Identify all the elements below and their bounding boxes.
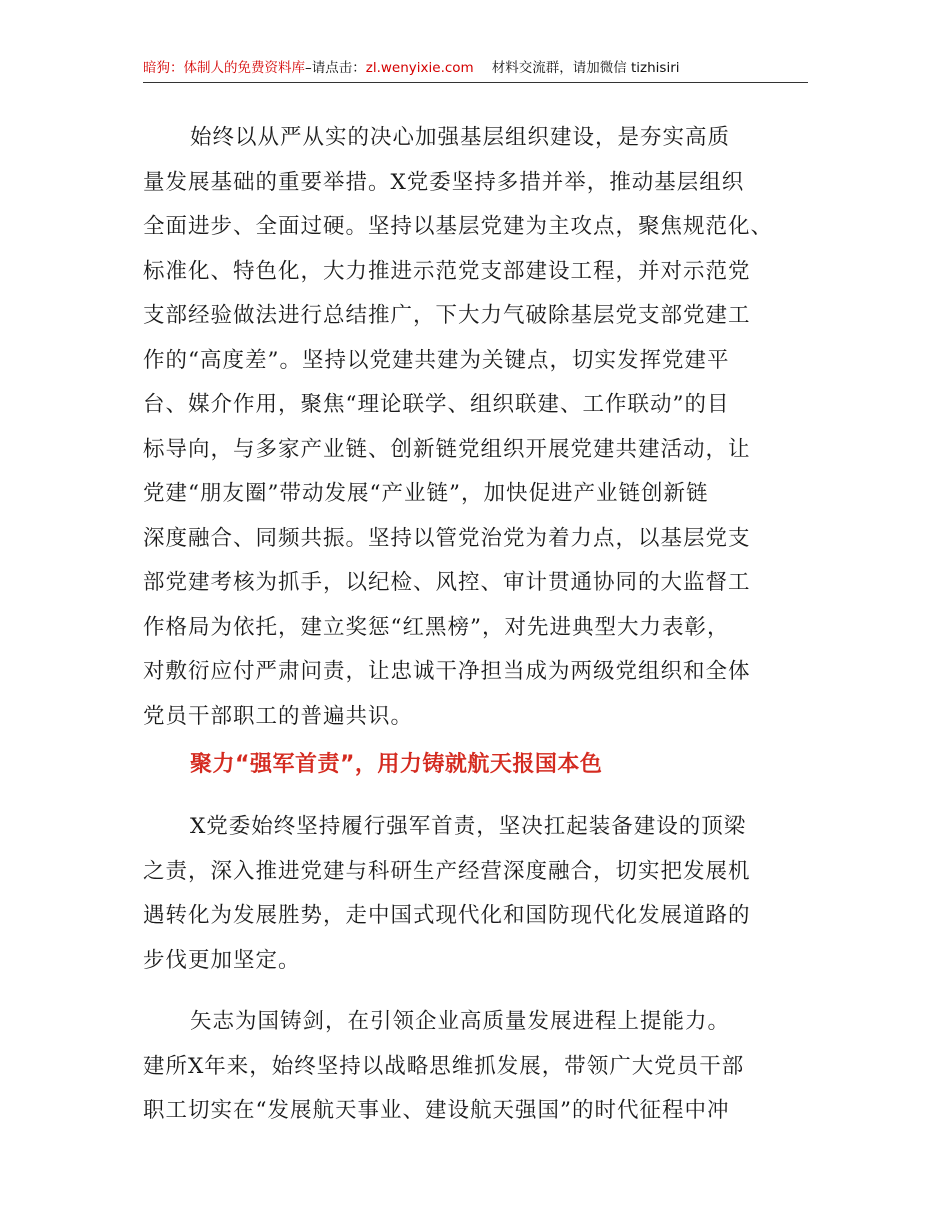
paragraph-3	[143, 1000, 813, 1134]
paragraph-line: 矢志为国铸剑，在引领企业高质量发展进程上提能力。	[190, 1009, 731, 1034]
paragraph-line: 深度融合、同频共振。坚持以管党治党为着力点，以基层党支	[143, 525, 751, 551]
header-group-text: 材料交流群，请加微信 tizhisiri	[491, 60, 680, 76]
paragraph-line: 标准化、特色化，大力推进示范党支部建设工程，并对示范党	[143, 258, 751, 284]
paragraph-line: 对敷衍应付严肃问责，让忠诚干净担当成为两级党组织和全体	[143, 659, 751, 684]
paragraph-line: X党委始终坚持履行强军首责，坚决扛起装备建设的顶梁	[190, 814, 747, 839]
paragraph-line: 标导向，与多家产业链、创新链党组织开展党建共建活动，让	[143, 436, 751, 462]
paragraph-line: 台、媒介作用，聚焦“理论联学、组织联建、工作联动”的目	[143, 392, 730, 417]
header-link-url[interactable]: zl.wenyixie.com	[365, 60, 474, 76]
paragraph-line: 量发展基础的重要举措。X党委坚持多措并举，推动基层组织	[143, 169, 745, 195]
paragraph-line: 作的“高度差”。坚持以党建共建为关键点，切实发挥党建平	[143, 347, 730, 373]
paragraph-line: 全面进步、全面过硬。坚持以基层党建为主攻点，聚焦规范化、	[143, 214, 774, 239]
paragraph-2	[143, 805, 813, 983]
page-header	[143, 58, 808, 83]
paragraph-line: 作格局为依托，建立奖惩“红黑榜”，对先进典型大力表彰，	[143, 614, 730, 640]
header-link-prefix: –请点击：	[305, 60, 366, 76]
paragraph-line: 步伐更加坚定。	[143, 947, 301, 973]
paragraph-line: 始终以从严从实的决心加强基层组织建设，是夯实高质	[190, 125, 731, 150]
paragraph-line: 党员干部职工的普遍共识。	[143, 703, 414, 729]
paragraph-line: 遇转化为发展胜势，走中国式现代化和国防现代化发展道路的	[143, 903, 751, 928]
paragraph-line: 建所X年来，始终坚持以战略思维抓发展，带领广大党员干部	[143, 1053, 745, 1079]
paragraph-line: 支部经验做法进行总结推广，下大力气破除基层党支部党建工	[143, 303, 751, 328]
paragraph-line: 之责，深入推进党建与科研生产经营深度融合，切实把发展机	[143, 858, 751, 884]
paragraph-line: 部党建考核为抓手，以纪检、风控、审计贯通协同的大监督工	[143, 570, 751, 595]
paragraph-line: 党建“朋友圈”带动发展“产业链”，加快促进产业链创新链	[143, 481, 709, 506]
paragraph-line: 职工切实在“发展航天事业、建设航天强国”的时代征程中冲	[143, 1098, 730, 1123]
paragraph-1	[143, 116, 813, 739]
header-site-name: 暗狗：体制人的免费资料库	[143, 60, 305, 76]
section-heading: 聚力“强军首责”，用力铸就航天报国本色	[190, 752, 603, 777]
